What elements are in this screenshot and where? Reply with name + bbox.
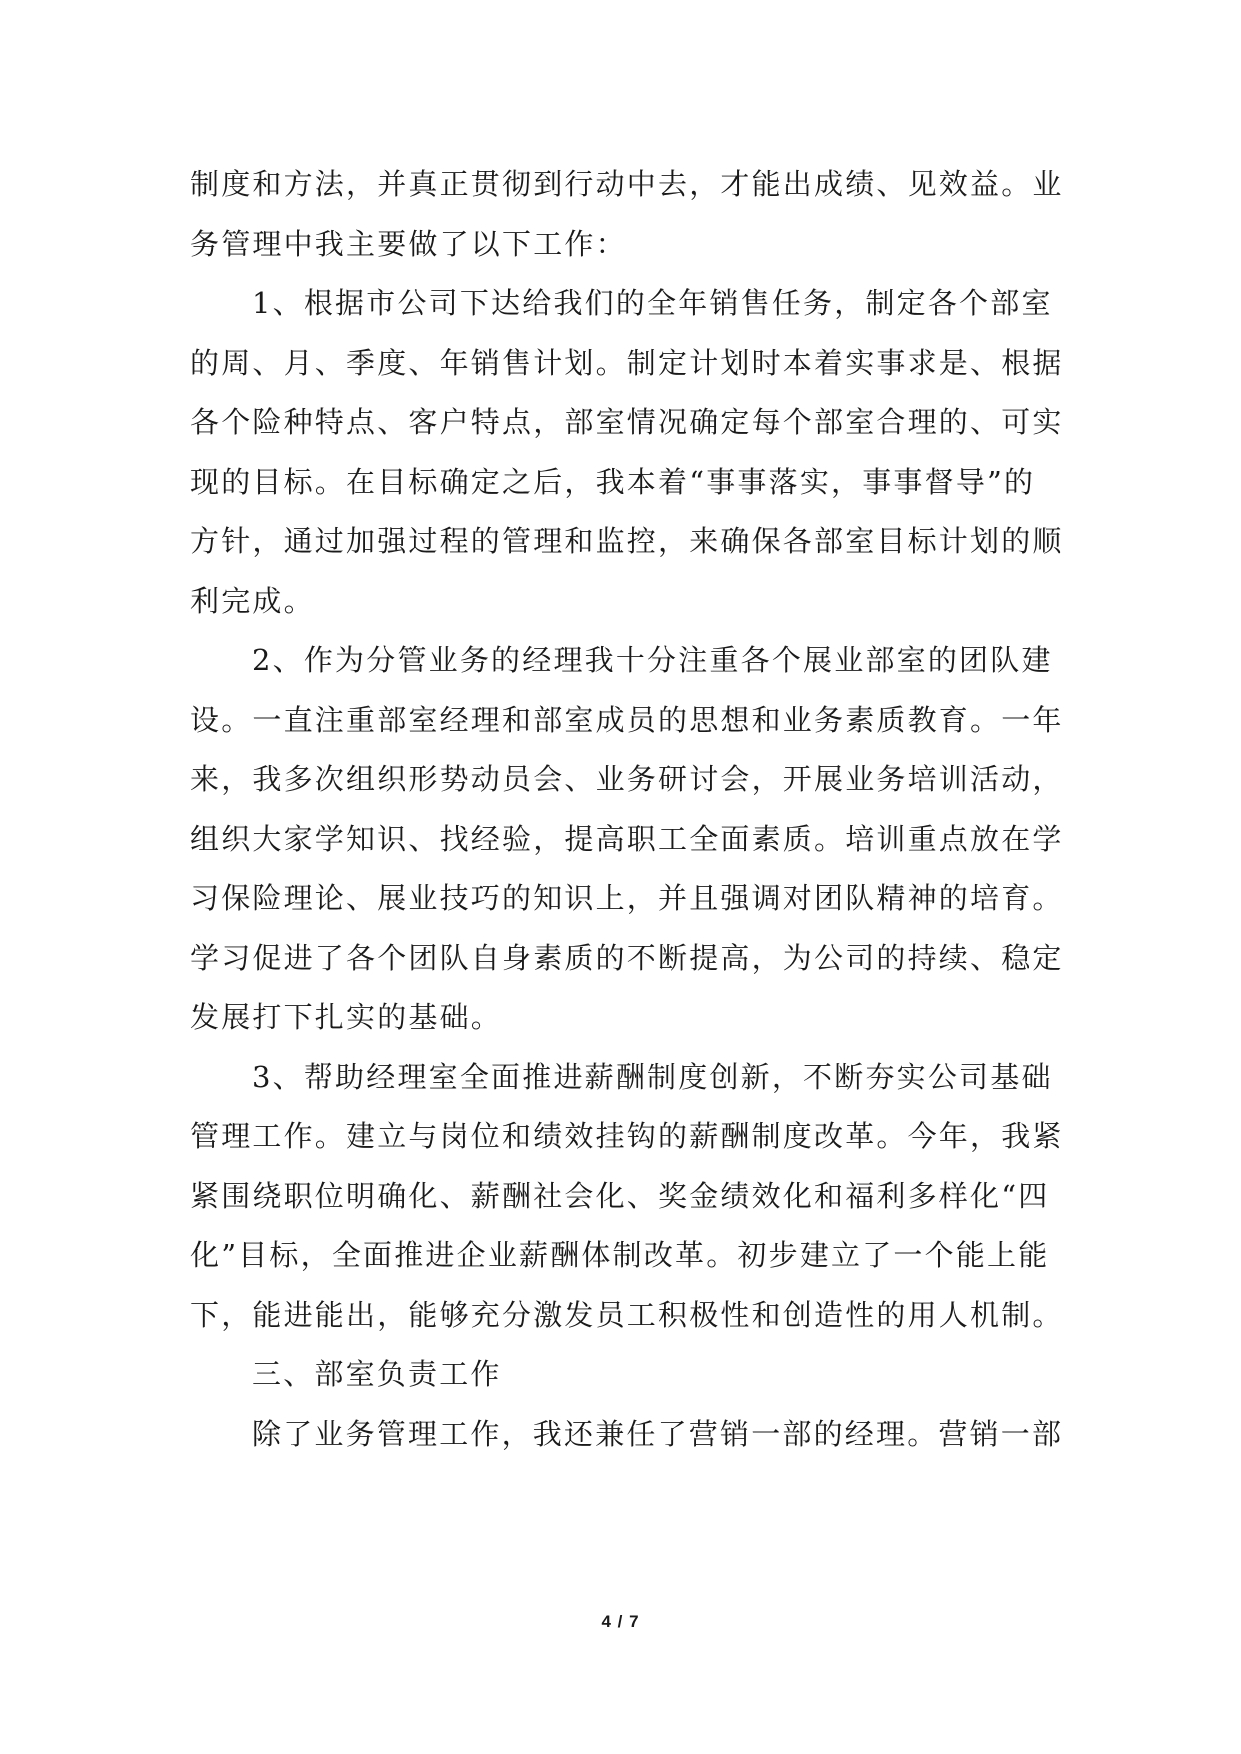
text-line: 制度和方法，并真正贯彻到行动中去，才能出成绩、见效益。业 [190,167,1064,201]
text-line: 方针，通过加强过程的管理和监控，来确保各部室目标计划的顺 [190,524,1064,558]
text-line: 设。一直注重部室经理和部室成员的思想和业务素质教育。一年 [190,702,1064,737]
text-line: 的周、月、季度、年销售计划。制定计划时本着实事求是、根据 [190,345,1064,380]
body-text [190,155,1064,1464]
text-line: 各个险种特点、客户特点，部室情况确定每个部室合理的、可实 [190,405,1064,439]
text-line: 1、根据市公司下达给我们的全年销售任务，制定各个部室 [252,286,1053,320]
text-line: 发展打下扎实的基础。 [190,1000,503,1034]
text-line: 管理工作。建立与岗位和绩效挂钩的薪酬制度改革。今年，我紧 [190,1119,1064,1153]
text-line: 学习促进了各个团队自身素质的不断提高，为公司的持续、稳定 [190,940,1064,975]
text-line: 利完成。 [190,583,315,618]
text-line: 紧围绕职位明确化、薪酬社会化、奖金绩效化和福利多样化“四 [190,1178,1050,1213]
text-line: 下，能进能出，能够充分激发员工积极性和创造性的用人机制。 [190,1297,1064,1332]
page-number: 4 / 7 [601,1612,640,1631]
section-heading: 三、部室负责工作 [252,1357,502,1391]
text-line: 习保险理论、展业技巧的知识上，并且强调对团队精神的培育。 [190,881,1064,915]
text-line: 现的目标。在目标确定之后，我本着“事事落实，事事督导”的 [190,464,1036,499]
text-line: 2、作为分管业务的经理我十分注重各个展业部室的团队建 [252,643,1053,677]
text-line: 化”目标，全面推进企业薪酬体制改革。初步建立了一个能上能 [190,1238,1050,1272]
text-line: 组织大家学知识、找经验，提高职工全面素质。培训重点放在学 [190,821,1064,856]
text-line: 除了业务管理工作，我还兼任了营销一部的经理。营销一部 [252,1416,1064,1451]
text-line: 务管理中我主要做了以下工作： [190,226,627,261]
text-line: 来，我多次组织形势动员会、业务研讨会，开展业务培训活动， [190,762,1064,796]
text-line: 3、帮助经理室全面推进薪酬制度创新，不断夯实公司基础 [252,1059,1053,1094]
